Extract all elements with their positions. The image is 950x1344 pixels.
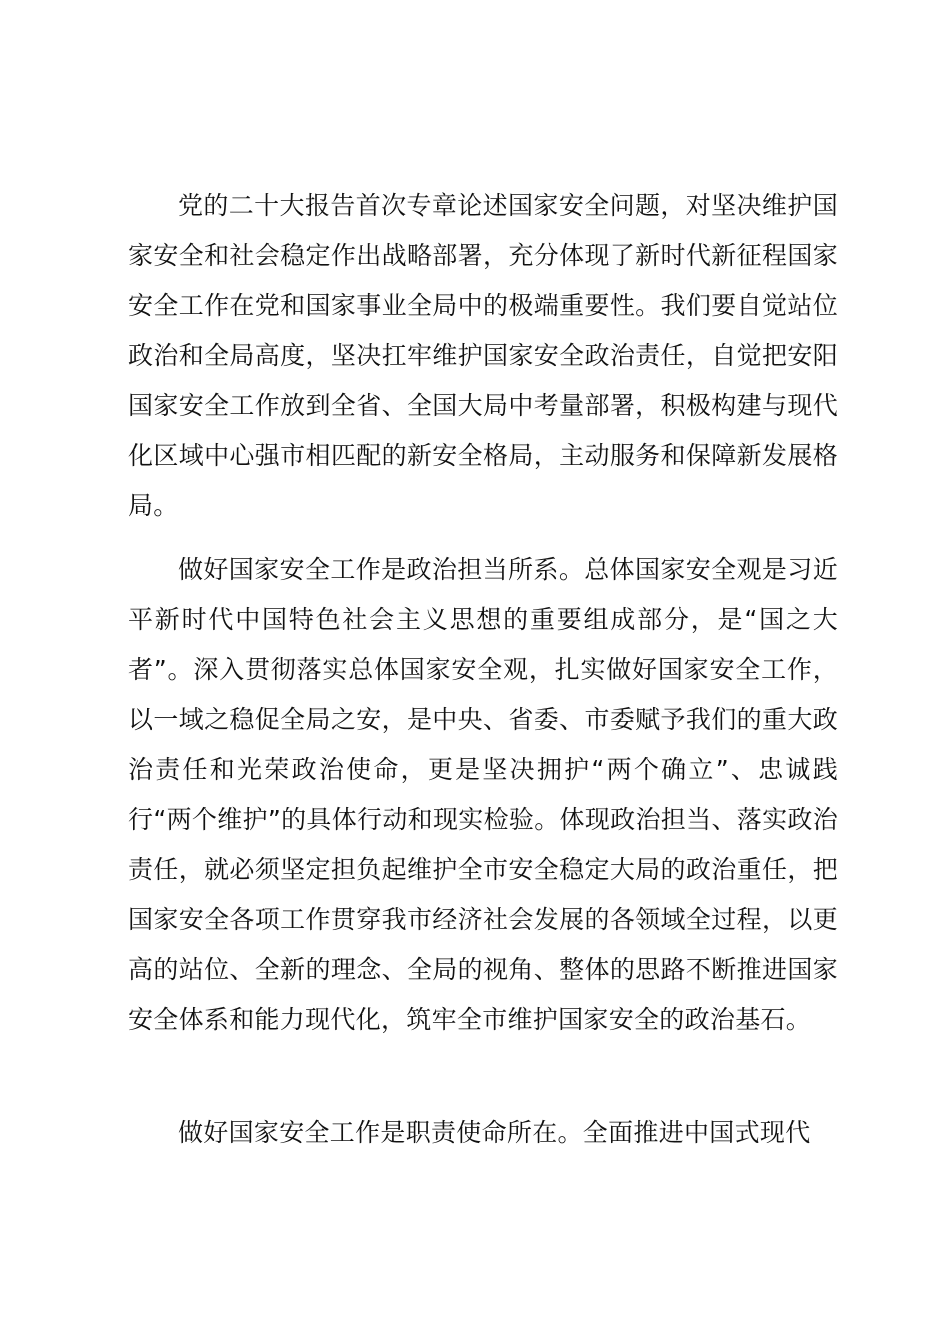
paragraph-3: 做好国家安全工作是职责使命所在。全面推进中国式现代	[178, 1118, 811, 1147]
paragraph-2: 做好国家安全工作是政治担当所系。总体国家安全观是习近平新时代中国特色社会主义思想的重要组成部分，是“国之大者”。深入贯彻落实总体国家安全观，扎实做好国家安全工作，以一域之稳促全局之安，是中央、省委、市委赋予我们的重大政治责任和光荣政治使命，更是坚决拥护“两个确立”、忠诚践行“两个维护”的具体行动和现实检验。体现政治担当、落实政治责任，就必须坚定担负起维护全市安全稳定大局的政治重任，把国家安全各项工作贯穿我市经济社会发展的各领域全过程，以更高的站位、全新的理念、全局的视角、整体的思路不断推进国家安全体系和能力现代化，筑牢全市维护国家安全的政治基石。	[128, 555, 838, 1034]
paragraph-1: 党的二十大报告首次专章论述国家安全问题，对坚决维护国家安全和社会稳定作出战略部署，充分体现了新时代新征程国家安全工作在党和国家事业全局中的极端重要性。我们要自觉站位政治和全局高度，坚决扛牢维护国家安全政治责任，自觉把安阳国家安全工作放到全省、全国大局中考量部署，积极构建与现代化区域中心强市相匹配的新安全格局，主动服务和保障新发展格局。	[128, 191, 838, 520]
